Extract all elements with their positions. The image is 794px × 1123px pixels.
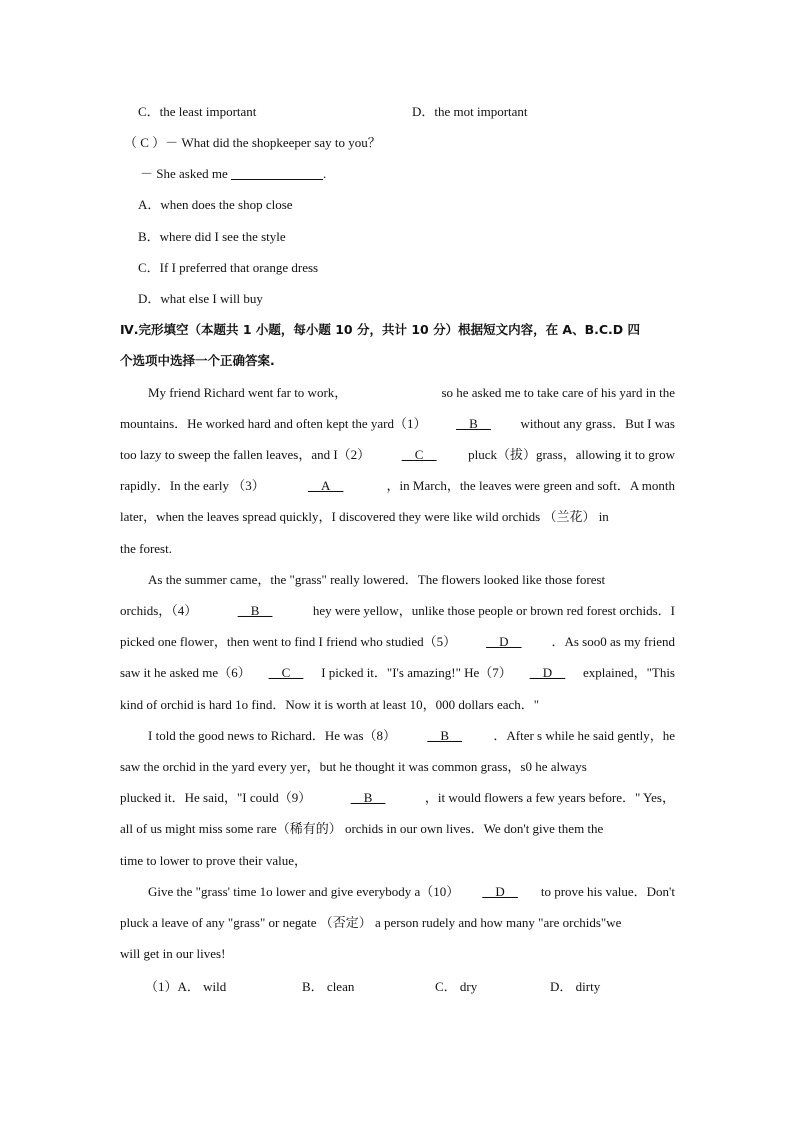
- passage-text: ，in March，the leaves were green and soft．A month: [386, 478, 675, 493]
- passage-line: [120, 602, 675, 620]
- answer-blank: __B__: [456, 416, 491, 431]
- option-d: D．what else I will buy: [138, 291, 263, 306]
- passage-text: ．After s while he said gently，he: [493, 728, 675, 743]
- passage-line: [120, 945, 675, 963]
- passage-text: mountains．He worked hard and often kept the yard（1）: [120, 416, 427, 431]
- passage-text: orchids，（4）: [120, 603, 198, 618]
- q1-option-a: （1）A． wild: [145, 979, 227, 994]
- answer-blank: __D__: [482, 884, 518, 899]
- passage-text: without any grass．But I was: [520, 416, 675, 431]
- passage-text: to prove his value．Don't: [540, 884, 675, 899]
- passage-text: explained，"This: [583, 665, 675, 680]
- passage-text: picked one flower，then went to find I friend who studied（5）: [120, 634, 457, 649]
- passage-line: [120, 852, 675, 870]
- passage-text: kind of orchid is hard 1o find．Now it is worth at least 10，000 dollars each．": [120, 697, 540, 712]
- passage-text: will get in our lives!: [120, 946, 226, 961]
- passage-line: [120, 540, 675, 558]
- passage-text: all of us might miss some rare（稀有的） orchids in our own lives．We don't give them the: [120, 821, 604, 836]
- question-stem: （ C ）－ What did the shopkeeper say to you？: [124, 135, 381, 150]
- answer-blank: __C__: [268, 665, 304, 680]
- passage-text: the forest.: [120, 541, 172, 556]
- reply-suffix: .: [322, 166, 327, 181]
- passage-line: [148, 727, 675, 745]
- passage-text: so he asked me to take care of his yard in the: [441, 385, 675, 400]
- passage-line: [120, 789, 675, 807]
- passage-text: ．As soo0 as my friend: [551, 634, 675, 649]
- passage-line: [120, 415, 675, 433]
- q1-option-c: C． dry: [435, 979, 478, 994]
- passage-text: saw the orchid in the yard every yer，but he thought it was common grass，s0 he always: [120, 759, 587, 774]
- passage-line: [120, 758, 675, 776]
- section-heading-cont: 个选项中选择一个正确答案.: [120, 353, 275, 368]
- passage-line: [120, 446, 675, 464]
- option-c: C．the least important: [138, 104, 257, 119]
- passage-text: saw it he asked me（6）: [120, 665, 251, 680]
- option-d: D．the mot important: [412, 104, 528, 119]
- passage-line: [148, 384, 675, 402]
- question-reply: [140, 165, 326, 183]
- passage-text: pluck a leave of any "grass" or negate （否定） a person rudely and how many "are orchids"we: [120, 915, 622, 930]
- answer-blank: [231, 166, 323, 180]
- passage-line: [120, 633, 675, 651]
- option-a: A．when does the shop close: [138, 197, 293, 212]
- q1-option-b: B． clean: [302, 979, 355, 994]
- passage-text: later，when the leaves spread quickly，I discovered they were like wild orchids （兰花） in: [120, 509, 609, 524]
- passage-text: ，it would flowers a few years before．" Yes，: [424, 790, 675, 805]
- answer-blank: __D__: [529, 665, 566, 680]
- passage-text: hey were yellow，unlike those people or brown red forest orchids．I: [312, 603, 675, 618]
- answer-blank: __B__: [427, 728, 463, 743]
- passage-text: plucked it．He said，"I could（9）: [120, 790, 312, 805]
- option-b: B．where did I see the style: [138, 229, 286, 244]
- passage-text: I told the good news to Richard．He was（8）: [148, 728, 397, 743]
- passage-text: As the summer came，the "grass" really lowered．The flowers looked like those forest: [148, 572, 606, 587]
- passage-text: pluck（拔）grass，allowing it to grow: [468, 447, 675, 462]
- passage-text: time to lower to prove their value，: [120, 853, 308, 868]
- passage-text: I picked it．"I's amazing!" He（7）: [321, 665, 512, 680]
- answer-blank: __D__: [486, 634, 522, 649]
- option-c: C．If I preferred that orange dress: [138, 260, 319, 275]
- section-heading: Ⅳ.完形填空（本题共 1 小题，每小题 10 分，共计 10 分）根据短文内容，在 A、B.C.D 四: [120, 322, 641, 337]
- passage-text: rapidly．In the early （3）: [120, 478, 265, 493]
- passage-text: My friend Richard went far to work，: [148, 385, 348, 400]
- answer-blank: __A__: [307, 478, 344, 493]
- passage-line: [120, 664, 675, 682]
- passage-line: [120, 696, 675, 714]
- passage-text: Give the "grass' time 1o lower and give everybody a（10）: [148, 884, 460, 899]
- answer-blank: __B__: [350, 790, 386, 805]
- reply-prefix: － She asked me: [140, 166, 228, 181]
- passage-line: [120, 477, 675, 495]
- q1-option-d: D． dirty: [550, 979, 601, 994]
- answer-blank: __C__: [401, 447, 437, 462]
- passage-line: [120, 914, 675, 932]
- passage-text: too lazy to sweep the fallen leaves，and I（2）: [120, 447, 371, 462]
- passage-line: [120, 508, 675, 526]
- passage-line: [120, 820, 675, 838]
- passage-line: [148, 571, 675, 589]
- answer-blank: __B__: [237, 603, 273, 618]
- passage-line: [148, 883, 675, 901]
